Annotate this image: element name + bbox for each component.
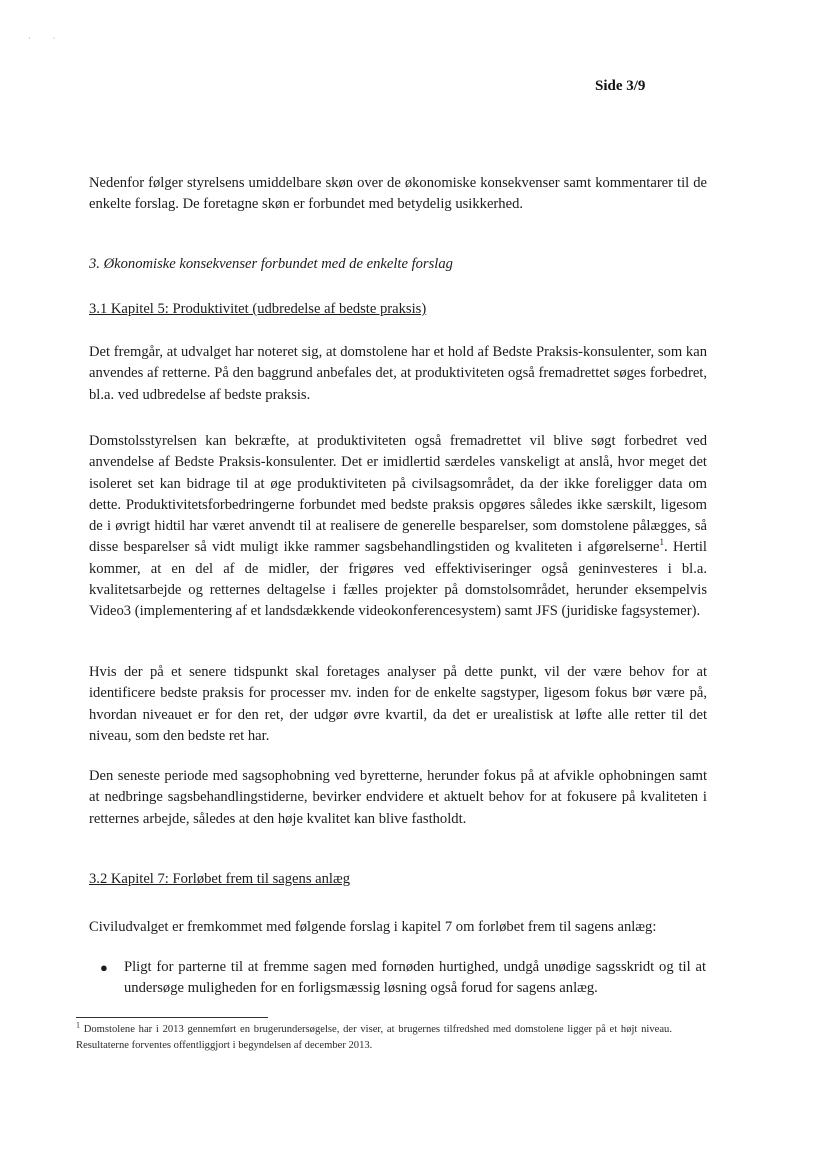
- paragraph-2-text-after: . Hertil kommer, at en del af de midler, der frigøres ved effektiviseringer også geninvesteres i bl.a. kvalitetsarbejde og retternes deltagelse i fælles projekter på domstolsområdet, herunder eksempelvis Video3 (implementering af et landsdækkende videokonferencesystem) samt JFS (juridiske fagsystemer).: [89, 539, 707, 620]
- bullet-icon: ●: [100, 960, 108, 975]
- scan-specks: · ·: [28, 34, 66, 43]
- section-3-1-paragraph-4: Den seneste periode med sagsophobning ved byretterne, herunder fokus på at afvikle ophobningen samt at nedbringe sagsbehandlingstiderne, bevirker endvidere et aktuelt behov for at fokusere på kvaliteten i retternes arbejde, således at den høje kvalitet kan blive fastholdt.: [89, 768, 707, 827]
- footnote-separator: [76, 1017, 268, 1018]
- proposal-list: [100, 957, 706, 1000]
- section-3-2-intro: Civiludvalget er fremkommet med følgende forslag i kapitel 7 om forløbet frem til sagens anlæg:: [89, 919, 657, 935]
- section-3-1-paragraph-1: Det fremgår, at udvalget har noteret sig, at domstolene har et hold af Bedste Praksis-konsulenter, som kan anvendes af retterne. På den baggrund anbefales det, at produktiviteten også fremadrettet søges forbedret, bl.a. ved udbredelse af bedste praksis.: [89, 344, 707, 403]
- footnote-text: Domstolene har i 2013 gennemført en brugerundersøgelse, der viser, at brugernes tilfredshed med domstolene ligger på et højt niveau. Resultaterne forventes offentliggjort i begyndelsen af december 2013.: [76, 1024, 672, 1051]
- intro-paragraph: Nedenfor følger styrelsens umiddelbare skøn over de økonomiske konsekvenser samt kommentarer til de enkelte forslag. De foretagne skøn er forbundet med betydelig usikkerhed.: [89, 175, 707, 213]
- footnote: [76, 1022, 672, 1054]
- section-3-1-paragraph-3: Hvis der på et senere tidspunkt skal foretages analyser på dette punkt, vil der være behov for at identificere bedste praksis for processer mv. inden for de enkelte sagstyper, ligesom fokus bør være på, hvordan niveauet er for den ret, der udgør øvre kvartil, da det er urealistisk at løfte alle retter til det niveau, som den bedste ret har.: [89, 664, 707, 744]
- page-number: Side 3/9: [595, 78, 646, 94]
- footnote-reference: 1: [659, 537, 664, 548]
- section-3-1-heading: 3.1 Kapitel 5: Produktivitet (udbredelse af bedste praksis): [89, 301, 427, 317]
- footnote-marker: 1: [76, 1020, 80, 1030]
- list-item: [100, 957, 706, 1000]
- section-3-heading: 3. Økonomiske konsekvenser forbundet med de enkelte forslag: [89, 256, 453, 272]
- paragraph-2-text-before: Domstolsstyrelsen kan bekræfte, at produktiviteten også fremadrettet vil blive søgt forbedret ved anvendelse af Bedste Praksis-konsulenter. Det er imidlertid særdeles vanskeligt at anslå, hvor meget det isoleret set kan bidrage til at øge produktiviteten på civilsagsområdet, da der ikke foreligger data om dette. Produktivitetsforbedringerne forbundet med bedste praksis opgøres således ikke særskilt, ligesom de i øvrigt hidtil har været anvendt til at realisere de generelle besparelser, som domstolene pålægges, så disse besparelser så vidt muligt ikke rammer sagsbehandlingstiden og kvaliteten i afgørelserne: [89, 433, 707, 556]
- section-3-1-paragraph-2: [89, 431, 707, 623]
- section-3-2-heading: 3.2 Kapitel 7: Forløbet frem til sagens anlæg: [89, 871, 351, 887]
- list-item-text: Pligt for parterne til at fremme sagen med fornøden hurtighed, undgå unødige sagsskridt og til at undersøge muligheden for en forligsmæssig løsning også forud for sagens anlæg.: [124, 959, 706, 997]
